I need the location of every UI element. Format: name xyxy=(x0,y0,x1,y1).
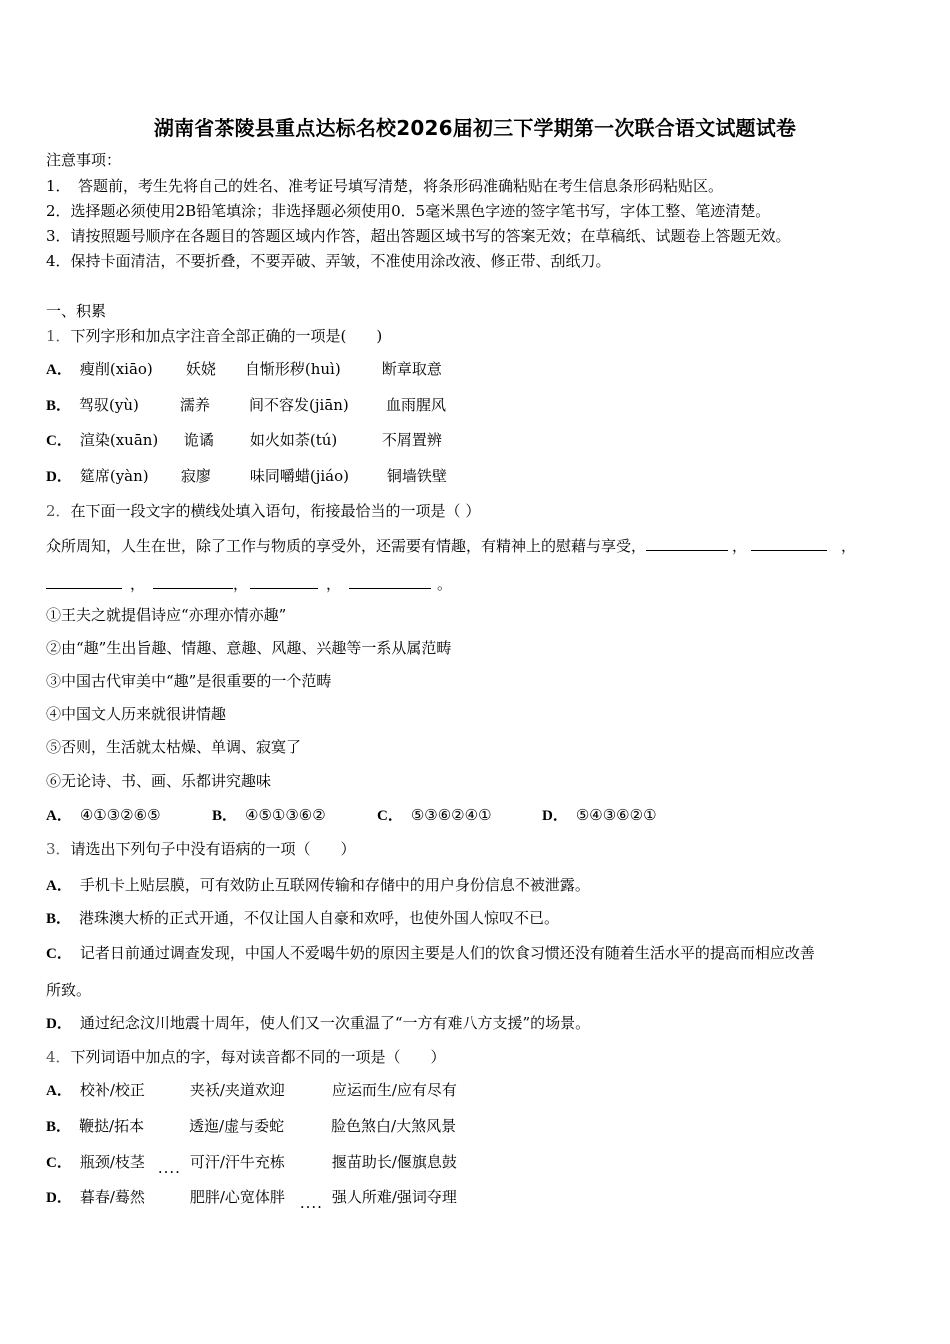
option-part: 暮春/蓦然 xyxy=(79,1188,145,1206)
q2-options xyxy=(46,805,657,826)
separator: ， xyxy=(326,575,342,593)
option-part: 间不容发(jiān) xyxy=(249,396,349,414)
q1-option-d xyxy=(46,466,447,487)
option-letter: B． xyxy=(46,911,72,927)
fill-blank[interactable] xyxy=(349,574,431,589)
separator: ， xyxy=(130,575,146,593)
option-part: 瘦削(xiāo) xyxy=(79,360,153,378)
option-part: 驾驭(yù) xyxy=(79,396,139,414)
option-text: 记者日前通过调查发现，中国人不爱喝牛奶的原因主要是人们的饮食习惯还没有随着生活水平的提高而相应改善 xyxy=(79,944,815,962)
option-part: 断章取意 xyxy=(381,360,442,378)
option-part: 寂廖 xyxy=(180,467,211,485)
option-part: 夹袄/夹道欢迎 xyxy=(189,1081,285,1099)
notice-heading: 注意事项： xyxy=(46,151,122,169)
option-letter: D． xyxy=(46,1190,72,1206)
q2-passage xyxy=(46,536,856,556)
question-number: 2． xyxy=(46,502,71,520)
question-stem: 下列字形和加点字注音全部正确的一项是( ) xyxy=(70,327,383,345)
option-part: 筵席(yàn) xyxy=(79,467,149,485)
notice-item: 1． 答题前，考生先将自己的姓名、准考证号填写清楚，将条形码准确粘贴在考生信息条形码粘贴区。 xyxy=(46,177,724,195)
option-part: 脸色煞白/大煞风景 xyxy=(331,1117,457,1135)
option-text: ⑤③⑥②④① xyxy=(410,806,492,824)
q1-option-b xyxy=(46,395,446,416)
q3-option-a xyxy=(46,875,590,896)
option-text: 手机卡上贴层膜，可有效防止互联网传输和存储中的用户身份信息不被泄露。 xyxy=(79,876,590,894)
emphasis-dots: .... xyxy=(157,1159,181,1177)
question-stem: 在下面一段文字的横线处填入语句，衔接最恰当的一项是（ ） xyxy=(70,502,481,520)
q4-option-c xyxy=(46,1152,457,1178)
question-3 xyxy=(46,839,356,859)
option-part: 妖娆 xyxy=(185,360,216,378)
question-number: 4． xyxy=(46,1048,71,1066)
option-letter: A． xyxy=(46,1083,72,1099)
q2-sentence: ②由“趣”生出旨趣、情趣、意趣、风趣、兴趣等一系从属范畴 xyxy=(46,639,452,657)
fill-blank[interactable] xyxy=(46,574,122,589)
option-part: 味同嚼蜡(jiáo) xyxy=(249,467,349,485)
separator: ， xyxy=(732,537,748,555)
question-stem: 请选出下列句子中没有语病的一项（ ） xyxy=(70,840,356,858)
option-part: 自惭形秽(huì) xyxy=(244,360,341,378)
notice-item: 2．选择题必须使用2B铅笔填涂；非选择题必须使用0．5毫米黑色字迹的签字笔书写，字体工整、笔迹清楚。 xyxy=(46,202,771,220)
option-text: 通过纪念汶川地震十周年，使人们又一次重温了“一方有难八方支援”的场景。 xyxy=(79,1014,591,1032)
q4-option-d xyxy=(46,1187,457,1213)
option-letter: B． xyxy=(212,808,238,824)
option-part: 校补/校正 xyxy=(79,1081,145,1099)
section-heading: 一、积累 xyxy=(46,302,107,320)
question-number: 1． xyxy=(46,327,71,345)
option-part: 可汗/汗牛充栋 xyxy=(189,1153,285,1171)
option-letter: A． xyxy=(46,878,72,894)
option-part: 瓶颈/枝茎 xyxy=(79,1153,145,1171)
notice-item: 4．保持卡面清洁，不要折叠，不要弄破、弄皱，不准使用涂改液、修正带、刮纸刀。 xyxy=(46,252,611,270)
q2-sentence: ④中国文人历来就很讲情趣 xyxy=(46,705,227,723)
question-number: 3． xyxy=(46,840,71,858)
fill-blank[interactable] xyxy=(250,574,318,589)
option-letter: C． xyxy=(46,1155,72,1171)
question-1 xyxy=(46,326,382,346)
option-letter: D． xyxy=(46,1016,72,1032)
option-text: 港珠澳大桥的正式开通，不仅让国人自豪和欢呼，也使外国人惊叹不已。 xyxy=(79,909,560,927)
fill-blank[interactable] xyxy=(153,574,233,589)
option-text: ⑤④③⑥②① xyxy=(575,806,657,824)
q2-sentence: ①王夫之就提倡诗应“亦理亦情亦趣” xyxy=(46,606,287,624)
option-letter: C． xyxy=(46,946,72,962)
q3-option-c-cont: 所致。 xyxy=(46,981,92,999)
option-letter: A． xyxy=(46,362,72,378)
q2-sentence: ③中国古代审美中“趣”是很重要的一个范畴 xyxy=(46,672,332,690)
option-part: 铜墙铁壁 xyxy=(386,467,447,485)
option-part: 揠苗助长/偃旗息鼓 xyxy=(331,1153,457,1171)
question-4 xyxy=(46,1047,446,1067)
fill-blank[interactable] xyxy=(751,536,827,551)
q3-option-c xyxy=(46,943,815,964)
separator: 。 xyxy=(437,575,453,593)
option-letter: D． xyxy=(46,469,72,485)
option-part: 不屑置辨 xyxy=(381,431,442,449)
option-letter: B． xyxy=(46,398,72,414)
option-part: 透迤/虚与委蛇 xyxy=(189,1117,285,1135)
q2-sentence: ⑥无论诗、书、画、乐都讲究趣味 xyxy=(46,772,272,790)
notice-item: 3．请按照题号顺序在各题目的答题区域内作答，超出答题区域书写的答案无效；在草稿纸、试题卷上答题无效。 xyxy=(46,227,791,245)
option-part: 鞭挞/拓本 xyxy=(79,1117,145,1135)
q3-option-d xyxy=(46,1013,590,1034)
option-letter: D． xyxy=(542,808,568,824)
page-title: 湖南省茶陵县重点达标名校2026届初三下学期第一次联合语文试题试卷 xyxy=(153,116,797,140)
separator: ， xyxy=(841,537,857,555)
option-part: 诡谲 xyxy=(183,431,214,449)
option-part: 应运而生/应有尽有 xyxy=(331,1081,457,1099)
q1-option-c xyxy=(46,430,442,451)
option-part: 濡养 xyxy=(180,396,211,414)
passage-text: 众所周知，人生在世，除了工作与物质的享受外，还需要有情趣，有精神上的慰藉与享受， xyxy=(46,537,647,555)
fill-blank[interactable] xyxy=(646,536,728,551)
option-part: 强人所难/强词夺理 xyxy=(331,1188,457,1206)
q2-sentence: ⑤否则，生活就太枯燥、单调、寂寞了 xyxy=(46,738,302,756)
option-letter: B． xyxy=(46,1119,72,1135)
option-text: ④①③②⑥⑤ xyxy=(79,806,161,824)
option-part: 如火如荼(tú) xyxy=(249,431,338,449)
emphasis-dots: .... xyxy=(299,1194,323,1212)
q1-option-a xyxy=(46,359,442,380)
option-letter: A． xyxy=(46,808,72,824)
option-part: 肥胖/心宽体胖 xyxy=(189,1188,285,1206)
option-part: 血雨腥风 xyxy=(386,396,447,414)
q4-option-a xyxy=(46,1080,457,1101)
option-letter: C． xyxy=(46,433,72,449)
q4-option-b xyxy=(46,1116,456,1137)
q2-passage-cont xyxy=(46,574,452,594)
option-text: ④⑤①③⑥② xyxy=(245,806,326,824)
question-2 xyxy=(46,501,480,521)
question-stem: 下列词语中加点的字，每对读音都不同的一项是（ ） xyxy=(70,1048,446,1066)
option-part: 渲染(xuān) xyxy=(79,431,159,449)
q3-option-b xyxy=(46,908,559,929)
option-letter: C． xyxy=(377,808,403,824)
separator: ， xyxy=(233,575,249,593)
